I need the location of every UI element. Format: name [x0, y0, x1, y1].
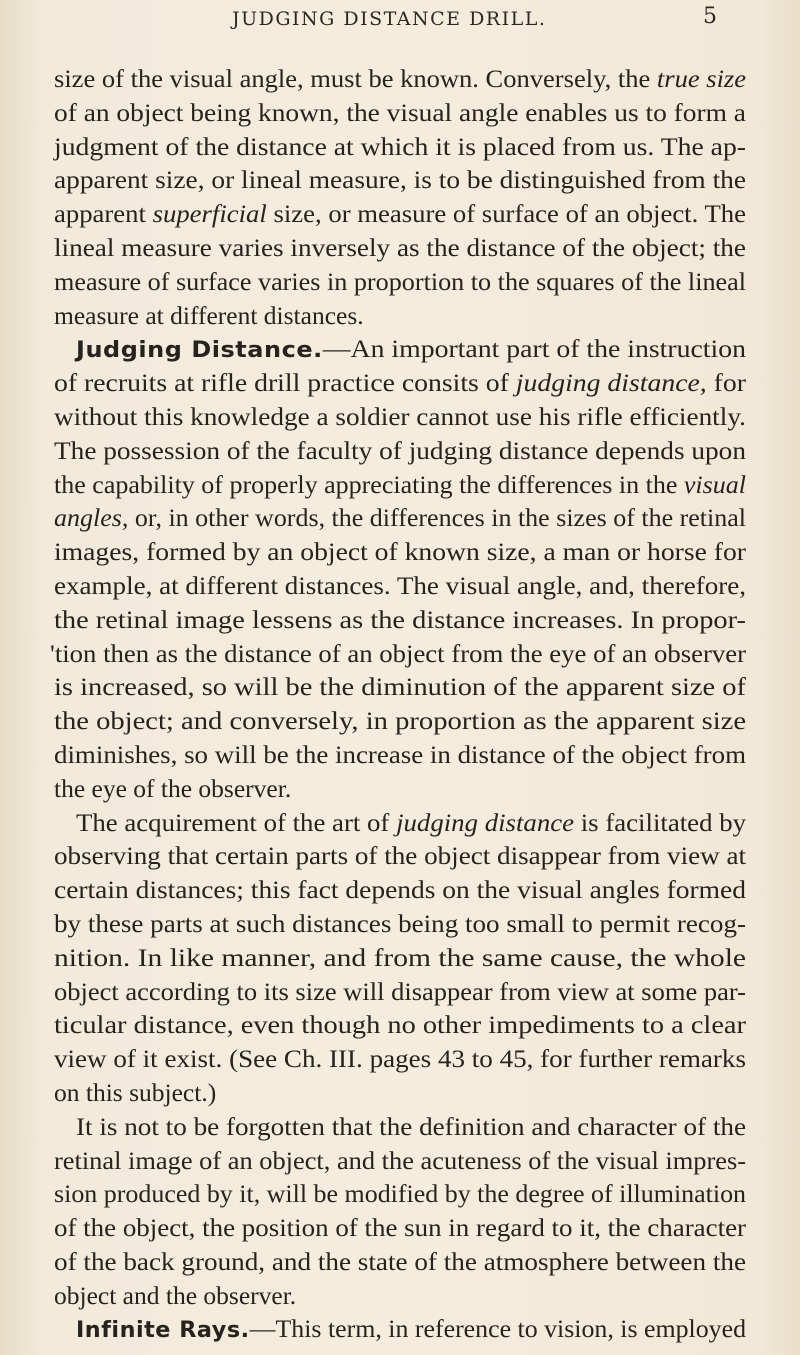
- text-run: of the object, the position of the sun in regard to it, the character: [54, 1213, 747, 1243]
- text-line: [54, 1177, 800, 1211]
- text-line: [54, 839, 800, 873]
- text-run: judgment of the distance at which it is placed from us. The ap-: [54, 131, 747, 161]
- section-heading: Judging Distance.: [76, 338, 323, 364]
- text-line: [76, 1312, 800, 1346]
- text-line: [54, 907, 800, 941]
- text-line: [54, 1245, 800, 1279]
- text-run: lineal measure varies inversely as the distance of the object; the: [54, 232, 746, 262]
- text-line: [54, 501, 800, 535]
- running-title: JUDGING DISTANCE DRILL.: [232, 8, 547, 30]
- italic-text: true size: [656, 64, 747, 93]
- text-line: [54, 1076, 800, 1110]
- italic-text: judging distance: [396, 807, 575, 837]
- section-heading: Infinite Rays.: [76, 1318, 250, 1344]
- text-run: The possession of the faculty of judging distance depends upon: [54, 435, 746, 465]
- text-run: apparent: [54, 199, 153, 229]
- text-run: certain distances; this fact depends on the visual angles formed: [54, 875, 746, 905]
- text-run: is facilitated by: [574, 807, 747, 837]
- italic-text: superficial: [152, 199, 267, 229]
- text-line: [54, 434, 800, 468]
- text-line: [50, 637, 800, 671]
- text-run: or, in other words, the differences in the sizes of the retinal: [128, 503, 746, 533]
- text-line: [54, 130, 800, 164]
- page-number: 5: [703, 4, 717, 29]
- text-run: is increased, so will be the diminution of the apparent size of: [54, 672, 746, 702]
- text-line: [54, 231, 800, 265]
- text-line: [54, 62, 800, 96]
- text-run: 'tion then as the distance of an object from the eye of an observer: [50, 638, 747, 668]
- text-run: by these parts at such distances being too small to permit recog-: [54, 908, 747, 938]
- text-run: the capability of properly appreciating the differences in the: [54, 469, 684, 499]
- text-run: of recruits at rifle drill practice consits of: [54, 368, 516, 398]
- text-run: —This term, in reference to vision, is employed: [249, 1314, 747, 1344]
- text-line: [54, 468, 800, 502]
- text-run: size, or measure of surface of an object. The: [266, 199, 746, 229]
- text-run: example, at different distances. The visual angle, and, therefore,: [54, 570, 747, 600]
- text-run: without this knowledge a soldier cannot use his rifle efficiently.: [54, 401, 746, 431]
- text-line: [54, 400, 800, 434]
- body-text: [0, 62, 800, 1346]
- text-run: The acquirement of the art of: [76, 807, 397, 837]
- text-line: [76, 332, 800, 366]
- text-run: It is not to be forgotten that the definition and character of the: [76, 1111, 746, 1141]
- text-line: [54, 670, 800, 704]
- text-run: size of the visual angle, must be known. Conversely, the: [54, 64, 657, 93]
- text-run: images, formed by an object of known size, a man or horse for: [54, 537, 747, 567]
- text-line: [54, 569, 800, 603]
- italic-text: judging distance,: [515, 368, 707, 398]
- text-run: object and the observer.: [54, 1280, 297, 1310]
- text-line: [54, 704, 800, 738]
- text-line: [54, 603, 800, 637]
- text-run: ticular distance, even though no other impediments to a clear: [54, 1010, 746, 1040]
- text-run: the object; and conversely, in proportion as the apparent size: [54, 706, 747, 736]
- text-run: nition. In like manner, and from the same cause, the whole: [54, 942, 747, 972]
- running-header: [0, 4, 800, 44]
- text-run: the retinal image lessens as the distance increases. In propor-: [54, 604, 747, 634]
- text-line: [54, 96, 800, 130]
- text-run: apparent size, or lineal measure, is to be distinguished from the: [54, 165, 747, 195]
- text-run: of the back ground, and the state of the atmosphere between the: [54, 1246, 747, 1276]
- text-line: [54, 1042, 800, 1076]
- text-line: [76, 806, 800, 840]
- text-line: [54, 1144, 800, 1178]
- text-line: [54, 738, 800, 772]
- text-run: retinal image of an object, and the acuteness of the visual impres-: [54, 1145, 747, 1175]
- text-run: —An important part of the instruction: [322, 334, 746, 364]
- text-run: observing that certain parts of the object disappear from view at: [54, 841, 747, 871]
- text-run: sion produced by it, will be modified by the degree of illumination: [54, 1179, 747, 1209]
- text-run: the eye of the observer.: [54, 773, 292, 803]
- text-run: object according to its size will disappear from view at some par-: [54, 976, 746, 1006]
- text-line: [54, 873, 800, 907]
- text-line: [54, 1008, 800, 1042]
- text-run: measure at different distances.: [54, 300, 364, 330]
- text-run: view of it exist. (See Ch. III. pages 43 to 45, for further remarks: [54, 1044, 746, 1074]
- text-run: for: [706, 368, 746, 398]
- text-line: [54, 163, 800, 197]
- text-line: [54, 535, 800, 569]
- italic-text: angles,: [54, 503, 129, 533]
- text-line: [54, 366, 800, 400]
- text-line: [54, 265, 800, 299]
- italic-text: visual: [683, 469, 747, 499]
- text-run: measure of surface varies in proportion to the squares of the lineal: [54, 266, 747, 296]
- text-line: [54, 975, 800, 1009]
- text-line: [54, 1211, 800, 1245]
- text-line: [54, 197, 800, 231]
- text-line: [54, 941, 800, 975]
- text-run: diminishes, so will be the increase in distance of the object from: [54, 739, 747, 769]
- text-line: [54, 1279, 800, 1313]
- text-line: [76, 1110, 800, 1144]
- text-line: [54, 772, 800, 806]
- text-run: on this subject.): [54, 1077, 217, 1107]
- text-line: [54, 299, 800, 333]
- text-run: of an object being known, the visual angle enables us to form a: [54, 97, 746, 127]
